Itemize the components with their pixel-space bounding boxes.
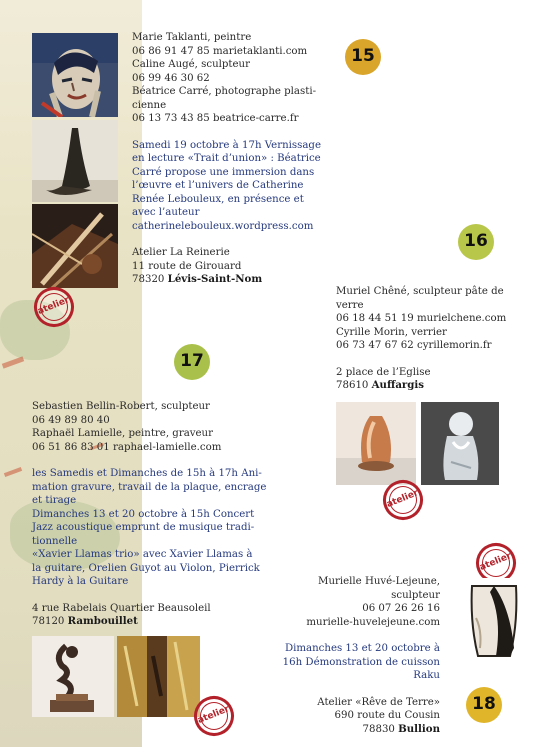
artist-line: Raphaël Lamielle, peintre, graveur — [32, 428, 213, 439]
atelier-stamp-label: atelier — [196, 704, 231, 727]
entry-number-18-badge — [466, 687, 502, 723]
event-line: les Samedis et Dimanches de 15h à 17h Ani- — [32, 468, 262, 479]
entry-17-text — [32, 400, 277, 629]
town-name: Lévis-Saint-Nom — [167, 273, 263, 285]
entry-number-16-badge — [458, 224, 494, 260]
town-name: Auffargis — [371, 379, 425, 391]
event-line: mation gravure, travail de la plaque, encrage — [32, 481, 267, 493]
event-line: avec l’auteur — [132, 207, 200, 218]
contact-line: 06 49 89 80 40 — [32, 414, 110, 426]
address-line: Atelier La Reinerie — [132, 247, 230, 258]
entry-number-15: 15 — [351, 46, 375, 67]
event-line: la guitare, Orelien Guyot au Violon, Pierrick — [32, 562, 260, 574]
event-line: Hardy à la Guitare — [32, 576, 129, 587]
atelier-stamp-label: atelier — [36, 295, 71, 318]
contact-line: 06 51 86 83 01 raphael-lamielle.com — [32, 441, 222, 453]
postal-code: 78120 — [32, 616, 68, 627]
abstract-photo-image — [32, 204, 118, 288]
address-line — [132, 273, 337, 287]
event-line: en lecture «Trait d’union» : Béatrice — [132, 153, 321, 164]
entry-number-17-badge — [174, 344, 210, 380]
artist-line: verre — [336, 299, 364, 311]
address-line: 11 route de Girouard — [132, 260, 242, 272]
postal-code: 78320 — [132, 274, 168, 285]
contact-line: 06 86 91 47 85 marietaklanti.com — [132, 45, 308, 57]
entry-number-15-badge — [345, 39, 381, 75]
address-line: 690 route du Cousin — [334, 710, 440, 721]
entry-18-text — [270, 575, 440, 736]
entry-15-text — [132, 31, 337, 287]
artist-line: sculpteur — [391, 589, 440, 601]
artist-line: Cyrille Morin, verrier — [336, 326, 447, 338]
event-line: Dimanches 13 et 20 octobre à 15h Concert — [32, 508, 255, 520]
address-line — [336, 379, 536, 393]
contact-line: 06 18 44 51 19 murielchene.com — [336, 313, 507, 324]
artist-line: Murielle Huvé-Lejeune, — [318, 576, 440, 587]
address-line: 4 rue Rabelais Quartier Beausoleil — [32, 602, 211, 614]
artist-line: cienne — [132, 99, 167, 111]
event-line: Jazz acoustique emprunt de musique tradi- — [32, 522, 255, 533]
portrait-painting-image — [32, 33, 118, 117]
address-line — [32, 615, 277, 629]
artist-line: Marie Taklanti, peintre — [132, 32, 252, 43]
event-line: «Xavier Llamas trio» avec Xavier Llamas à — [32, 549, 253, 560]
metal-sculpture-photo-image — [32, 636, 114, 717]
raku-vase-photo-image — [456, 578, 540, 662]
atelier-stamp-label: atelier — [478, 551, 513, 574]
contact-line: 06 13 73 43 85 beatrice-carre.fr — [132, 113, 299, 124]
contact-line: murielle-huvelejeune.com — [306, 616, 440, 628]
event-line: Dimanches 13 et 20 octobre à — [284, 643, 440, 654]
atelier-stamp-label: atelier — [385, 488, 420, 511]
glass-sculpture-photo-image — [336, 402, 416, 485]
postal-code: 78610 — [336, 380, 372, 391]
event-line: 16h Démonstration de cuisson — [282, 656, 440, 668]
entry-number-18: 18 — [472, 694, 496, 715]
event-line: et tirage — [32, 495, 77, 506]
contact-line: 06 99 46 30 62 — [132, 72, 210, 84]
town-name: Bullion — [398, 722, 440, 735]
entry-number-16: 16 — [464, 231, 488, 252]
artist-line: Béatrice Carré, photographe plasti- — [132, 86, 317, 97]
sculpture-photo-image — [32, 120, 118, 202]
contact-line: 06 07 26 26 16 — [362, 603, 440, 614]
event-line: Carré propose une immersion dans — [132, 166, 315, 178]
event-line: Samedi 19 octobre à 17h Vernissage — [132, 139, 321, 151]
abstract-painting-image — [117, 636, 200, 717]
address-line — [270, 723, 440, 737]
artist-line: Sebastien Bellin-Robert, sculpteur — [32, 401, 210, 412]
postal-code: 78830 — [362, 723, 399, 735]
event-line: Renée Lebouleux, en présence et — [132, 193, 304, 205]
entry-16-text — [336, 285, 536, 393]
event-line: tionnelle — [32, 535, 78, 547]
artist-line: Caline Augé, sculpteur — [132, 59, 250, 70]
address-line: Atelier «Rêve de Terre» — [317, 696, 440, 708]
event-website-link[interactable]: catherinelebouleux.wordpress.com — [132, 220, 314, 232]
town-name: Rambouillet — [67, 615, 138, 627]
event-line: l’œuvre et l’univers de Catherine — [132, 180, 304, 191]
glass-figure-photo-image — [421, 402, 499, 485]
contact-line: 06 73 47 67 62 cyrillemorin.fr — [336, 340, 492, 351]
artist-line: Muriel Chêné, sculpteur pâte de — [336, 286, 504, 297]
entry-number-17: 17 — [180, 351, 204, 372]
address-line: 2 place de l’Eglise — [336, 366, 431, 378]
event-line: Raku — [413, 670, 440, 681]
